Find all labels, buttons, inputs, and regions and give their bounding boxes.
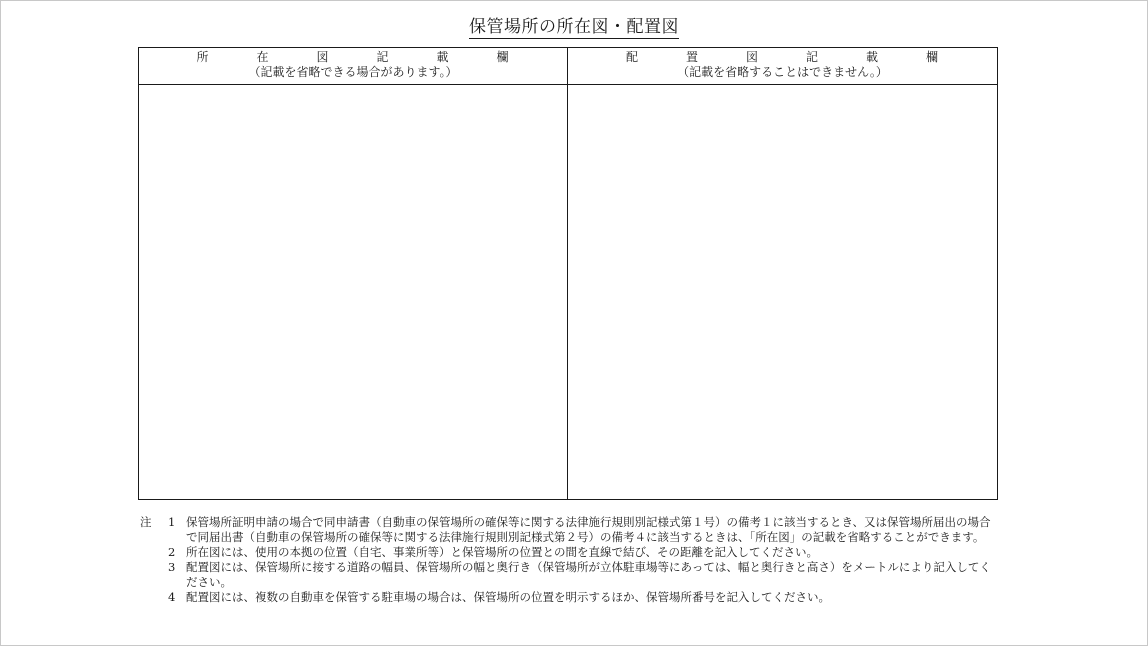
note-text: 所在図には、使用の本拠の位置（自宅、事業所等）と保管場所の位置との間を直線で結び、その距離を記入してください。 — [186, 545, 819, 559]
note-number: 1 — [168, 515, 176, 529]
location-map-heading — [139, 50, 567, 65]
heading-char: 欄 — [496, 50, 510, 64]
note-number: 4 — [168, 590, 176, 604]
document-title-text: 保管場所の所在図・配置図 — [469, 17, 679, 37]
note-number: 2 — [168, 545, 176, 559]
note-indent — [140, 560, 168, 590]
note-item — [140, 545, 1000, 560]
location-map-area[interactable] — [139, 85, 568, 499]
heading-char: 載 — [865, 50, 879, 64]
note-item — [140, 560, 1000, 590]
notes-section — [140, 515, 1000, 605]
heading-char: 在 — [256, 50, 270, 64]
note-indent — [140, 590, 168, 605]
note-item — [140, 515, 1000, 545]
layout-map-subheading: （記載を省略することはできません。） — [677, 65, 888, 79]
heading-char: 置 — [685, 50, 699, 64]
layout-map-area[interactable] — [568, 85, 997, 499]
heading-char: 配 — [625, 50, 639, 64]
layout-map-header — [568, 48, 997, 85]
heading-char: 図 — [745, 50, 759, 64]
note-item — [140, 590, 1000, 605]
note-text: 配置図には、保管場所に接する道路の幅員、保管場所の幅と奥行き（保管場所が立体駐車場等にあっては、幅と奥行きと高さ）をメートルにより記入してください。 — [186, 560, 991, 589]
heading-char: 載 — [436, 50, 450, 64]
note-text: 配置図には、複数の自動車を保管する駐車場の場合は、保管場所の位置を明示するほか、保管場所番号を記入してください。 — [186, 590, 830, 604]
heading-char: 図 — [316, 50, 330, 64]
location-map-header — [139, 48, 568, 85]
note-number: 3 — [168, 560, 176, 574]
location-map-subheading: （記載を省略できる場合があります。） — [248, 65, 458, 79]
heading-char: 欄 — [925, 50, 939, 64]
heading-char: 記 — [805, 50, 819, 64]
layout-map-heading — [568, 50, 997, 65]
notes-prefix: 注 — [140, 515, 152, 529]
heading-char: 所 — [196, 50, 210, 64]
note-text: 保管場所証明申請の場合で同申請書（自動車の保管場所の確保等に関する法律施行規則別記様式第１号）の備考１に該当するとき、又は保管場所届出の場合で同届出書（自動車の保管場所の確保等に関する法律施行規則別記様式第２号）の備考４に該当するときは、「所在図」の記載を省略することができます。 — [186, 515, 991, 544]
heading-char: 記 — [376, 50, 390, 64]
map-table — [138, 47, 998, 500]
note-indent — [140, 545, 168, 560]
document-title — [0, 12, 1148, 37]
